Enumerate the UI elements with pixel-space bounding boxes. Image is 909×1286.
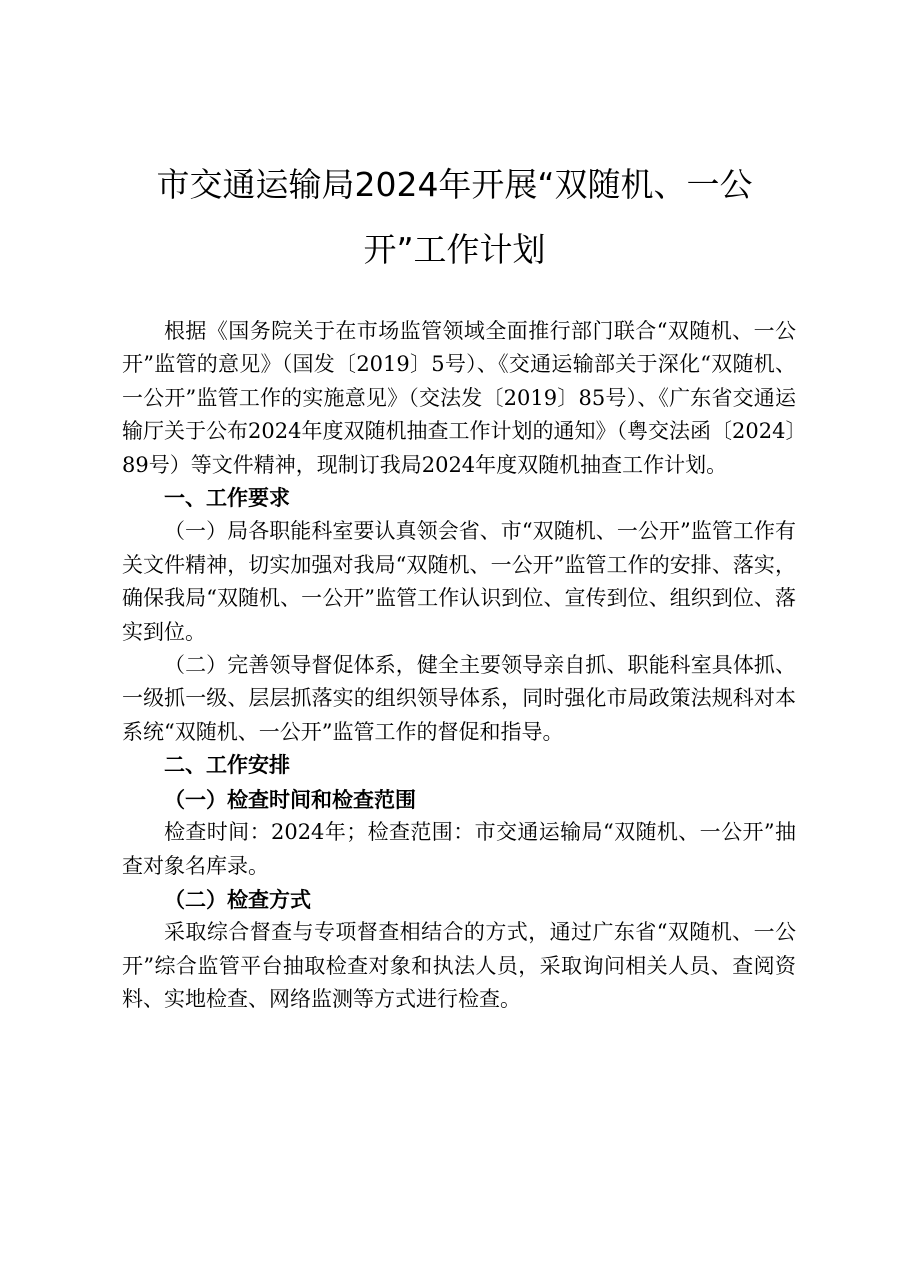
section-2-paragraph-2: 采取综合督查与专项督查相结合的方式，通过广东省“双随机、一公开”综合监管平台抽取检查对象和执法人员，采取询问相关人员、查阅资料、实地检查、网络监测等方式进行检查。 [122, 920, 796, 1012]
document-title-line-2: 开”工作计划 [363, 230, 546, 269]
document-title-line-1: 市交通运输局2024年开展“双随机、一公 [156, 165, 753, 204]
document-body [122, 315, 796, 1017]
section-1-paragraph-2: （二）完善领导督促体系，健全主要领导亲自抓、职能科室具体抓、一级抓一级、层层抓落实的组织领导体系，同时强化市局政策法规科对本系统“双随机、一公开”监管工作的督促和指导。 [122, 653, 796, 744]
section-2-subheading-1: （一）检查时间和检查范围 [164, 786, 416, 812]
intro-paragraph: 根据《国务院关于在市场监管领域全面推行部门联合“双随机、一公开”监管的意见》（国发〔2019〕5号）、《交通运输部关于深化“双随机、一公开”监管工作的实施意见》（交法发〔2019〕85号）、《广东省交通运输厅关于公布2024年度双随机抽查工作计划的通知》（粤交法函〔2024〕89号）等文件精神，现制订我局2024年度双随机抽查工作计划。 [122, 319, 796, 477]
section-1-paragraph-1: （一）局各职能科室要认真领会省、市“双随机、一公开”监管工作有关文件精神，切实加强对我局“双随机、一公开”监管工作的安排、落实，确保我局“双随机、一公开”监管工作认识到位、宣传到位、组织到位、落实到位。 [122, 519, 796, 644]
section-1-heading: 一、工作要求 [164, 486, 290, 511]
section-2-heading: 二、工作安排 [164, 753, 290, 778]
section-2-paragraph-1: 检查时间：2024年；检查范围：市交通运输局“双随机、一公开”抽查对象名库录。 [122, 820, 796, 878]
section-2-subheading-2: （二）检查方式 [164, 886, 311, 912]
